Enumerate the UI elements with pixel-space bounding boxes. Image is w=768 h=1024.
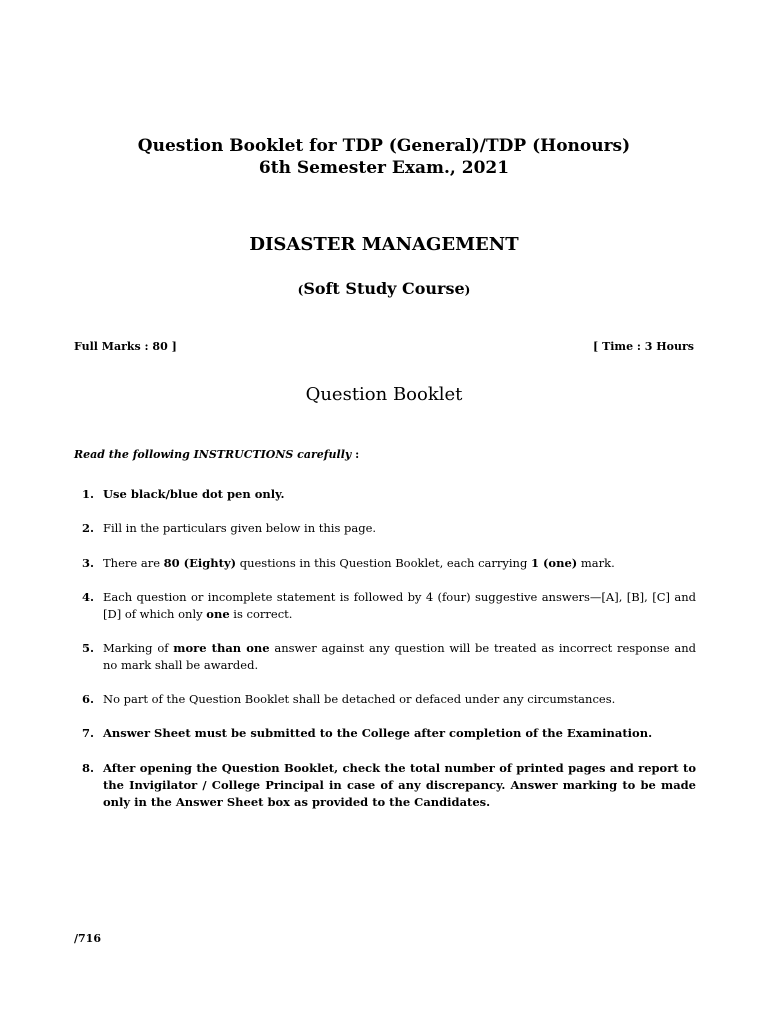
instruction-text-part: Fill in the particulars given below in this page. <box>103 521 377 535</box>
instruction-text-part: Answer Sheet must be submitted to the College after completion of the Examination. <box>103 726 653 740</box>
instruction-text <box>103 486 696 503</box>
instruction-text-part: is correct. <box>229 607 293 621</box>
instruction-number: 4. <box>81 590 94 604</box>
full-marks: Full Marks : 80 ] <box>74 340 177 353</box>
course-close-paren: ) <box>464 283 471 297</box>
instruction-emphasis: one <box>206 607 230 621</box>
instruction-text <box>103 520 696 537</box>
instruction-number: 3. <box>81 556 94 570</box>
instruction-text <box>103 725 696 742</box>
instruction-text <box>103 760 696 811</box>
instruction-number: 6. <box>81 692 94 706</box>
instruction-text-part: No part of the Question Booklet shall be detached or defaced under any circumstances. <box>103 692 616 706</box>
course-name: Soft Study Course <box>303 279 465 298</box>
course-subtitle <box>0 279 768 298</box>
instruction-text <box>103 555 696 572</box>
instruction-text <box>103 640 696 674</box>
exam-title: 6th Semester Exam., 2021 <box>258 158 510 178</box>
instruction-emphasis: 80 (Eighty) <box>163 556 237 570</box>
subject-title: DISASTER MANAGEMENT <box>249 234 519 255</box>
instruction-text <box>103 589 696 623</box>
instruction-number: 7. <box>81 726 94 740</box>
instruction-text <box>103 691 696 708</box>
instruction-text-part: Each question or incomplete statement is followed by 4 (four) suggestive answers—[A], [B], [C] and [D] of which only <box>103 590 696 621</box>
course-open-paren: ( <box>297 283 304 297</box>
instructions-heading <box>74 448 359 461</box>
instruction-text-part: answer against any question will be treated as incorrect response and no mark shall be awarded. <box>103 641 696 672</box>
instructions-heading-colon: : <box>351 448 360 461</box>
exam-time: [ Time : 3 Hours <box>593 340 694 353</box>
instruction-number: 5. <box>81 641 94 655</box>
instruction-text-part: There are <box>103 556 164 570</box>
instructions-heading-text: Read the following INSTRUCTIONS carefully <box>74 448 352 461</box>
instruction-text-part: mark. <box>577 556 615 570</box>
instruction-text-part: Marking of <box>103 641 174 655</box>
booklet-title: Question Booklet for TDP (General)/TDP (Honours) <box>137 136 631 156</box>
instruction-text-part: After opening the Question Booklet, check the total number of printed pages and report to the Invigilator / College Principal in case of any discrepancy. Answer marking to be made only in the Answer Sheet box as provided to the Candidates. <box>103 761 696 809</box>
instruction-number: 8. <box>81 761 94 775</box>
instruction-text-part: questions in this Question Booklet, each carrying <box>236 556 531 570</box>
instruction-number: 1. <box>81 487 94 501</box>
booklet-heading: Question Booklet <box>305 384 463 405</box>
instruction-number: 2. <box>81 521 94 535</box>
page-code: /716 <box>74 932 101 945</box>
instruction-text-part: Use black/blue dot pen only. <box>103 487 285 501</box>
instruction-emphasis: 1 (one) <box>530 556 578 570</box>
instruction-emphasis: more than one <box>173 641 270 655</box>
